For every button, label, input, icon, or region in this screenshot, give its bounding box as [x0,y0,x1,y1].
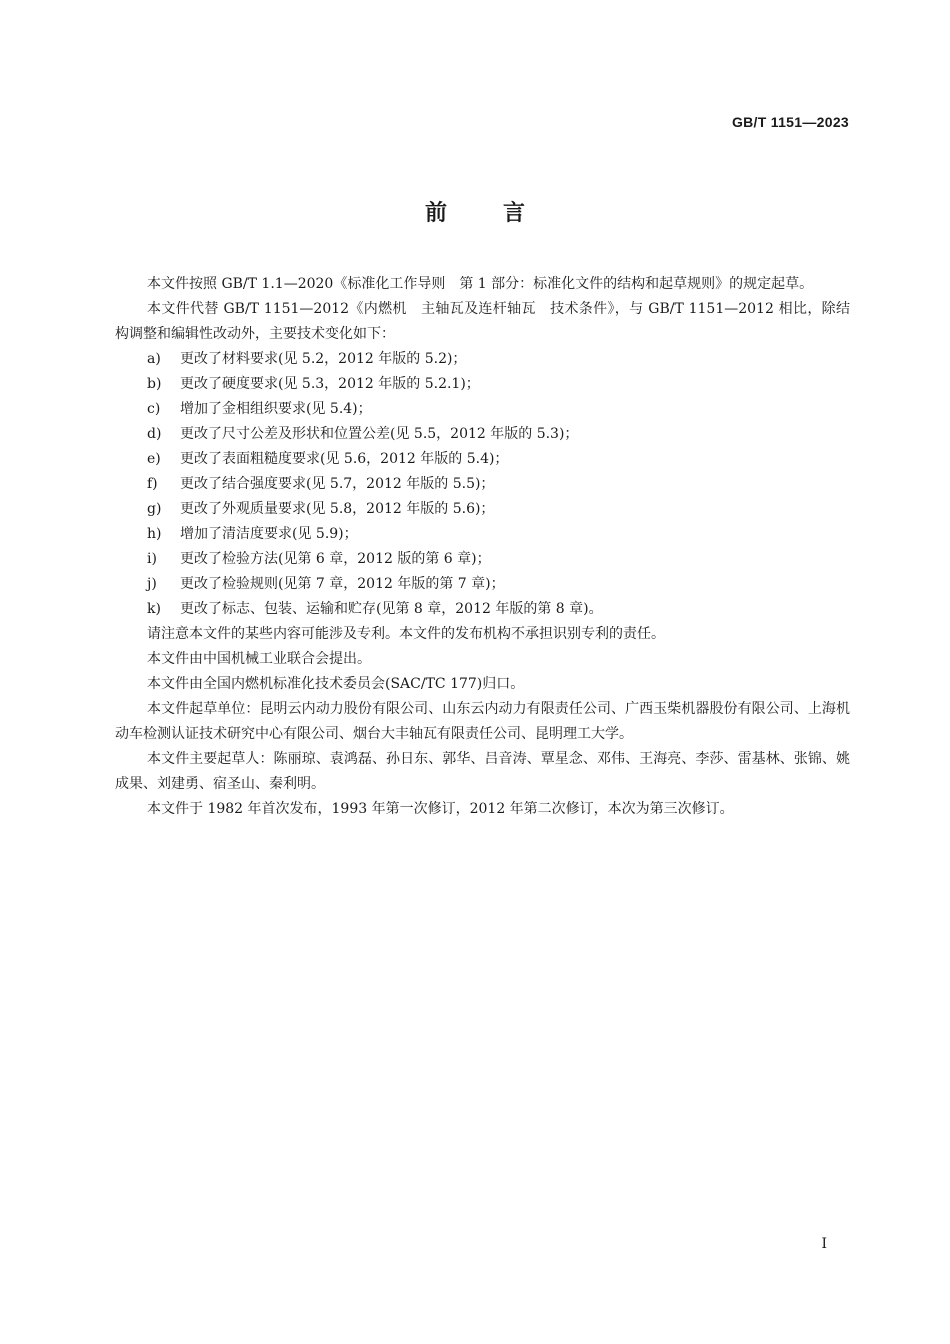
list-marker: g) [147,501,162,517]
page-title: 前言 [424,201,581,226]
changes-list [115,347,850,622]
list-item-text: 更改了材料要求(见 5.2，2012 年版的 5.2)； [180,351,467,367]
list-item-text: 更改了检验规则(见第 7 章，2012 年版的第 7 章)； [180,576,505,592]
list-marker: b) [147,376,162,392]
intro-paragraph: 本文件代替 GB/T 1151—2012《内燃机 主轴瓦及连杆轴瓦 技术条件》，与 GB/T 1151—2012 相比，除结构调整和编辑性改动外，主要技术变化如下： [115,301,850,342]
list-item [115,472,850,497]
list-item [115,347,850,372]
list-item-text: 增加了金相组织要求(见 5.4)； [180,401,372,417]
list-marker: j) [147,576,157,592]
list-item [115,422,850,447]
list-marker: c) [147,401,161,417]
drafting-units-paragraph: 本文件起草单位：昆明云内动力股份有限公司、山东云内动力有限责任公司、广西玉柴机器股份有限公司、上海机动车检测认证技术研究中心有限公司、烟台大丰轴瓦有限责任公司、昆明理工大学。 [115,701,850,742]
list-item [115,547,850,572]
list-item-text: 更改了标志、包装、运输和贮存(见第 8 章，2012 年版的第 8 章)。 [180,601,603,617]
list-item [115,447,850,472]
list-item [115,497,850,522]
list-item [115,522,850,547]
list-item-text: 更改了表面粗糙度要求(见 5.6，2012 年版的 5.4)； [180,451,509,467]
list-marker: a) [147,351,161,367]
list-marker: k) [147,601,161,617]
intro-paragraph: 本文件按照 GB/T 1.1—2020《标准化工作导则 第 1 部分：标准化文件的结构和起草规则》的规定起草。 [147,276,814,292]
list-item [115,372,850,397]
page-number: I [821,1236,827,1252]
list-marker: i) [147,551,157,567]
list-marker: e) [147,451,161,467]
standard-number: GB/T 1151—2023 [731,114,849,130]
list-item [115,597,850,622]
history-paragraph: 本文件于 1982 年首次发布，1993 年第一次修订，2012 年第二次修订，本次为第三次修订。 [147,801,734,817]
list-marker: h) [147,526,162,542]
list-marker: f) [147,476,158,492]
list-item-text: 增加了清洁度要求(见 5.9)； [180,526,358,542]
patent-notice: 请注意本文件的某些内容可能涉及专利。本文件的发布机构不承担识别专利的责任。 [147,626,665,642]
list-item-text: 更改了结合强度要求(见 5.7，2012 年版的 5.5)； [180,476,495,492]
list-item [115,572,850,597]
list-item [115,397,850,422]
list-item-text: 更改了尺寸公差及形状和位置公差(见 5.5，2012 年版的 5.3)； [180,426,579,442]
proposer-paragraph: 本文件由中国机械工业联合会提出。 [147,651,371,667]
list-marker: d) [147,426,162,442]
list-item-text: 更改了硬度要求(见 5.3，2012 年版的 5.2.1)； [180,376,480,392]
list-item-text: 更改了外观质量要求(见 5.8，2012 年版的 5.6)； [180,501,495,517]
administrator-paragraph: 本文件由全国内燃机标准化技术委员会(SAC/TC 177)归口。 [147,676,525,692]
drafters-paragraph: 本文件主要起草人：陈丽琼、袁鸿磊、孙日东、郭华、吕音涛、覃星念、邓伟、王海亮、李莎、雷基林、张锦、姚成果、刘建勇、宿圣山、秦利明。 [115,751,850,792]
list-item-text: 更改了检验方法(见第 6 章，2012 版的第 6 章)； [180,551,491,567]
document-body [115,272,850,822]
